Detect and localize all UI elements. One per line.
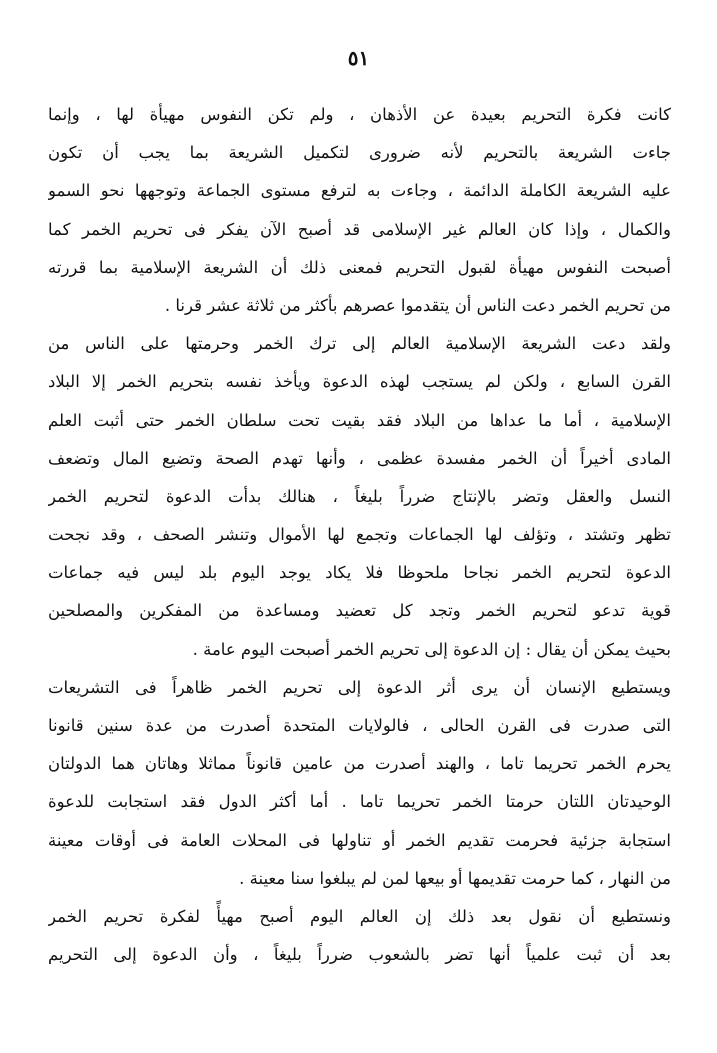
text-line: القرن السابع ، ولكن لم يستجب لهذه الدعوة ويأخذ نفسه بتحريم الخمر إلا البلاد bbox=[48, 372, 671, 392]
text-line: التى صدرت فى القرن الحالى ، فالولايات المتحدة أصدرت من عدة سنين قانونا bbox=[48, 716, 671, 735]
text-line: المادى أخيراً أن الخمر مفسدة عظمى ، وأنها تهدم الصحة وتضيع المال وتضعف bbox=[48, 448, 671, 468]
text-line: ويستطيع الإنسان أن يرى أثر الدعوة إلى تحريم الخمر ظاهراً فى التشريعات bbox=[48, 677, 671, 697]
text-line: يحرم الخمر تحريما تاما ، والهند أصدرت من عامين قانوناً مماثلا وهاتان هما الدولتان bbox=[48, 754, 671, 774]
text-line: قوية تدعو لتحريم الخمر وتجد كل تعضيد ومساعدة من المفكرين والمصلحين bbox=[48, 601, 671, 621]
text-line: تظهر وتشتد ، وتؤلف لها الجماعات وتجمع لها الأموال وتنشر الصحف ، وقد نجحت bbox=[48, 525, 671, 545]
text-line: ونستطيع أن نقول بعد ذلك إن العالم اليوم أصبح مهيأً لفكرة تحريم الخمر bbox=[48, 906, 671, 926]
paragraph-4 bbox=[48, 898, 671, 974]
paragraph-1 bbox=[48, 96, 671, 325]
text-line: من النهار ، كما حرمت تقديمها أو بيعها لمن لم يبلغوا سنا معينة . bbox=[239, 868, 671, 888]
text-line: كانت فكرة التحريم بعيدة عن الأذهان ، ولم تكن النفوس مهيأة لها ، وإنما bbox=[48, 105, 671, 124]
text-line: عليه الشريعة الكاملة الدائمة ، وجاءت به لترفع مستوى الجماعة وتوجهها نحو السمو bbox=[48, 181, 671, 201]
text-line: من تحريم الخمر دعت الناس أن يتقدموا عصرهم بأكثر من ثلاثة عشر قرنا . bbox=[164, 295, 671, 315]
paragraph-2 bbox=[48, 325, 671, 669]
text-line: ولقد دعت الشريعة الإسلامية العالم إلى ترك الخمر وحرمتها على الناس من bbox=[48, 334, 671, 354]
text-line: بحيث يمكن أن يقال : إن الدعوة إلى تحريم الخمر أصبحت اليوم عامة . bbox=[192, 639, 671, 659]
text-line: بعد أن ثبت علمياً أنها تضر بالشعوب ضرراً بليغاً ، وأن الدعوة إلى التحريم bbox=[48, 945, 671, 965]
text-line: الدعوة لتحريم الخمر نجاحا ملحوظا فلا يكاد يوجد اليوم بلد ليس فيه جماعات bbox=[48, 563, 671, 583]
text-line: أصبحت النفوس مهيأة لقبول التحريم فمعنى ذلك أن الشريعة الإسلامية بما قررته bbox=[48, 257, 671, 277]
text-line: استجابة جزئية فحرمت تقديم الخمر أو تناولها فى المحلات العامة فى أوقات معينة bbox=[48, 830, 671, 850]
paragraph-3 bbox=[48, 669, 671, 898]
body-text bbox=[48, 96, 671, 974]
text-line: الإسلامية ، أما ما عداها من البلاد فقد بقيت تحت سلطان الخمر حتى أثبت العلم bbox=[48, 410, 671, 430]
text-line: النسل والعقل وتضر بالإنتاج ضرراً بليغاً ، هنالك بدأت الدعوة لتحريم الخمر bbox=[48, 486, 671, 506]
text-line: جاءت الشريعة بالتحريم لأنه ضرورى لتكميل الشريعة بما يجب أن تكون bbox=[48, 143, 671, 163]
text-line: الوحيدتان اللتان حرمتا الخمر تحريما تاما . أما أكثر الدول فقد استجابت للدعوة bbox=[48, 792, 671, 812]
text-line: والكمال ، وإذا كان العالم غير الإسلامى قد أصبح الآن يفكر فى تحريم الخمر كما bbox=[48, 219, 671, 239]
page-number: ٥١ bbox=[347, 46, 370, 70]
